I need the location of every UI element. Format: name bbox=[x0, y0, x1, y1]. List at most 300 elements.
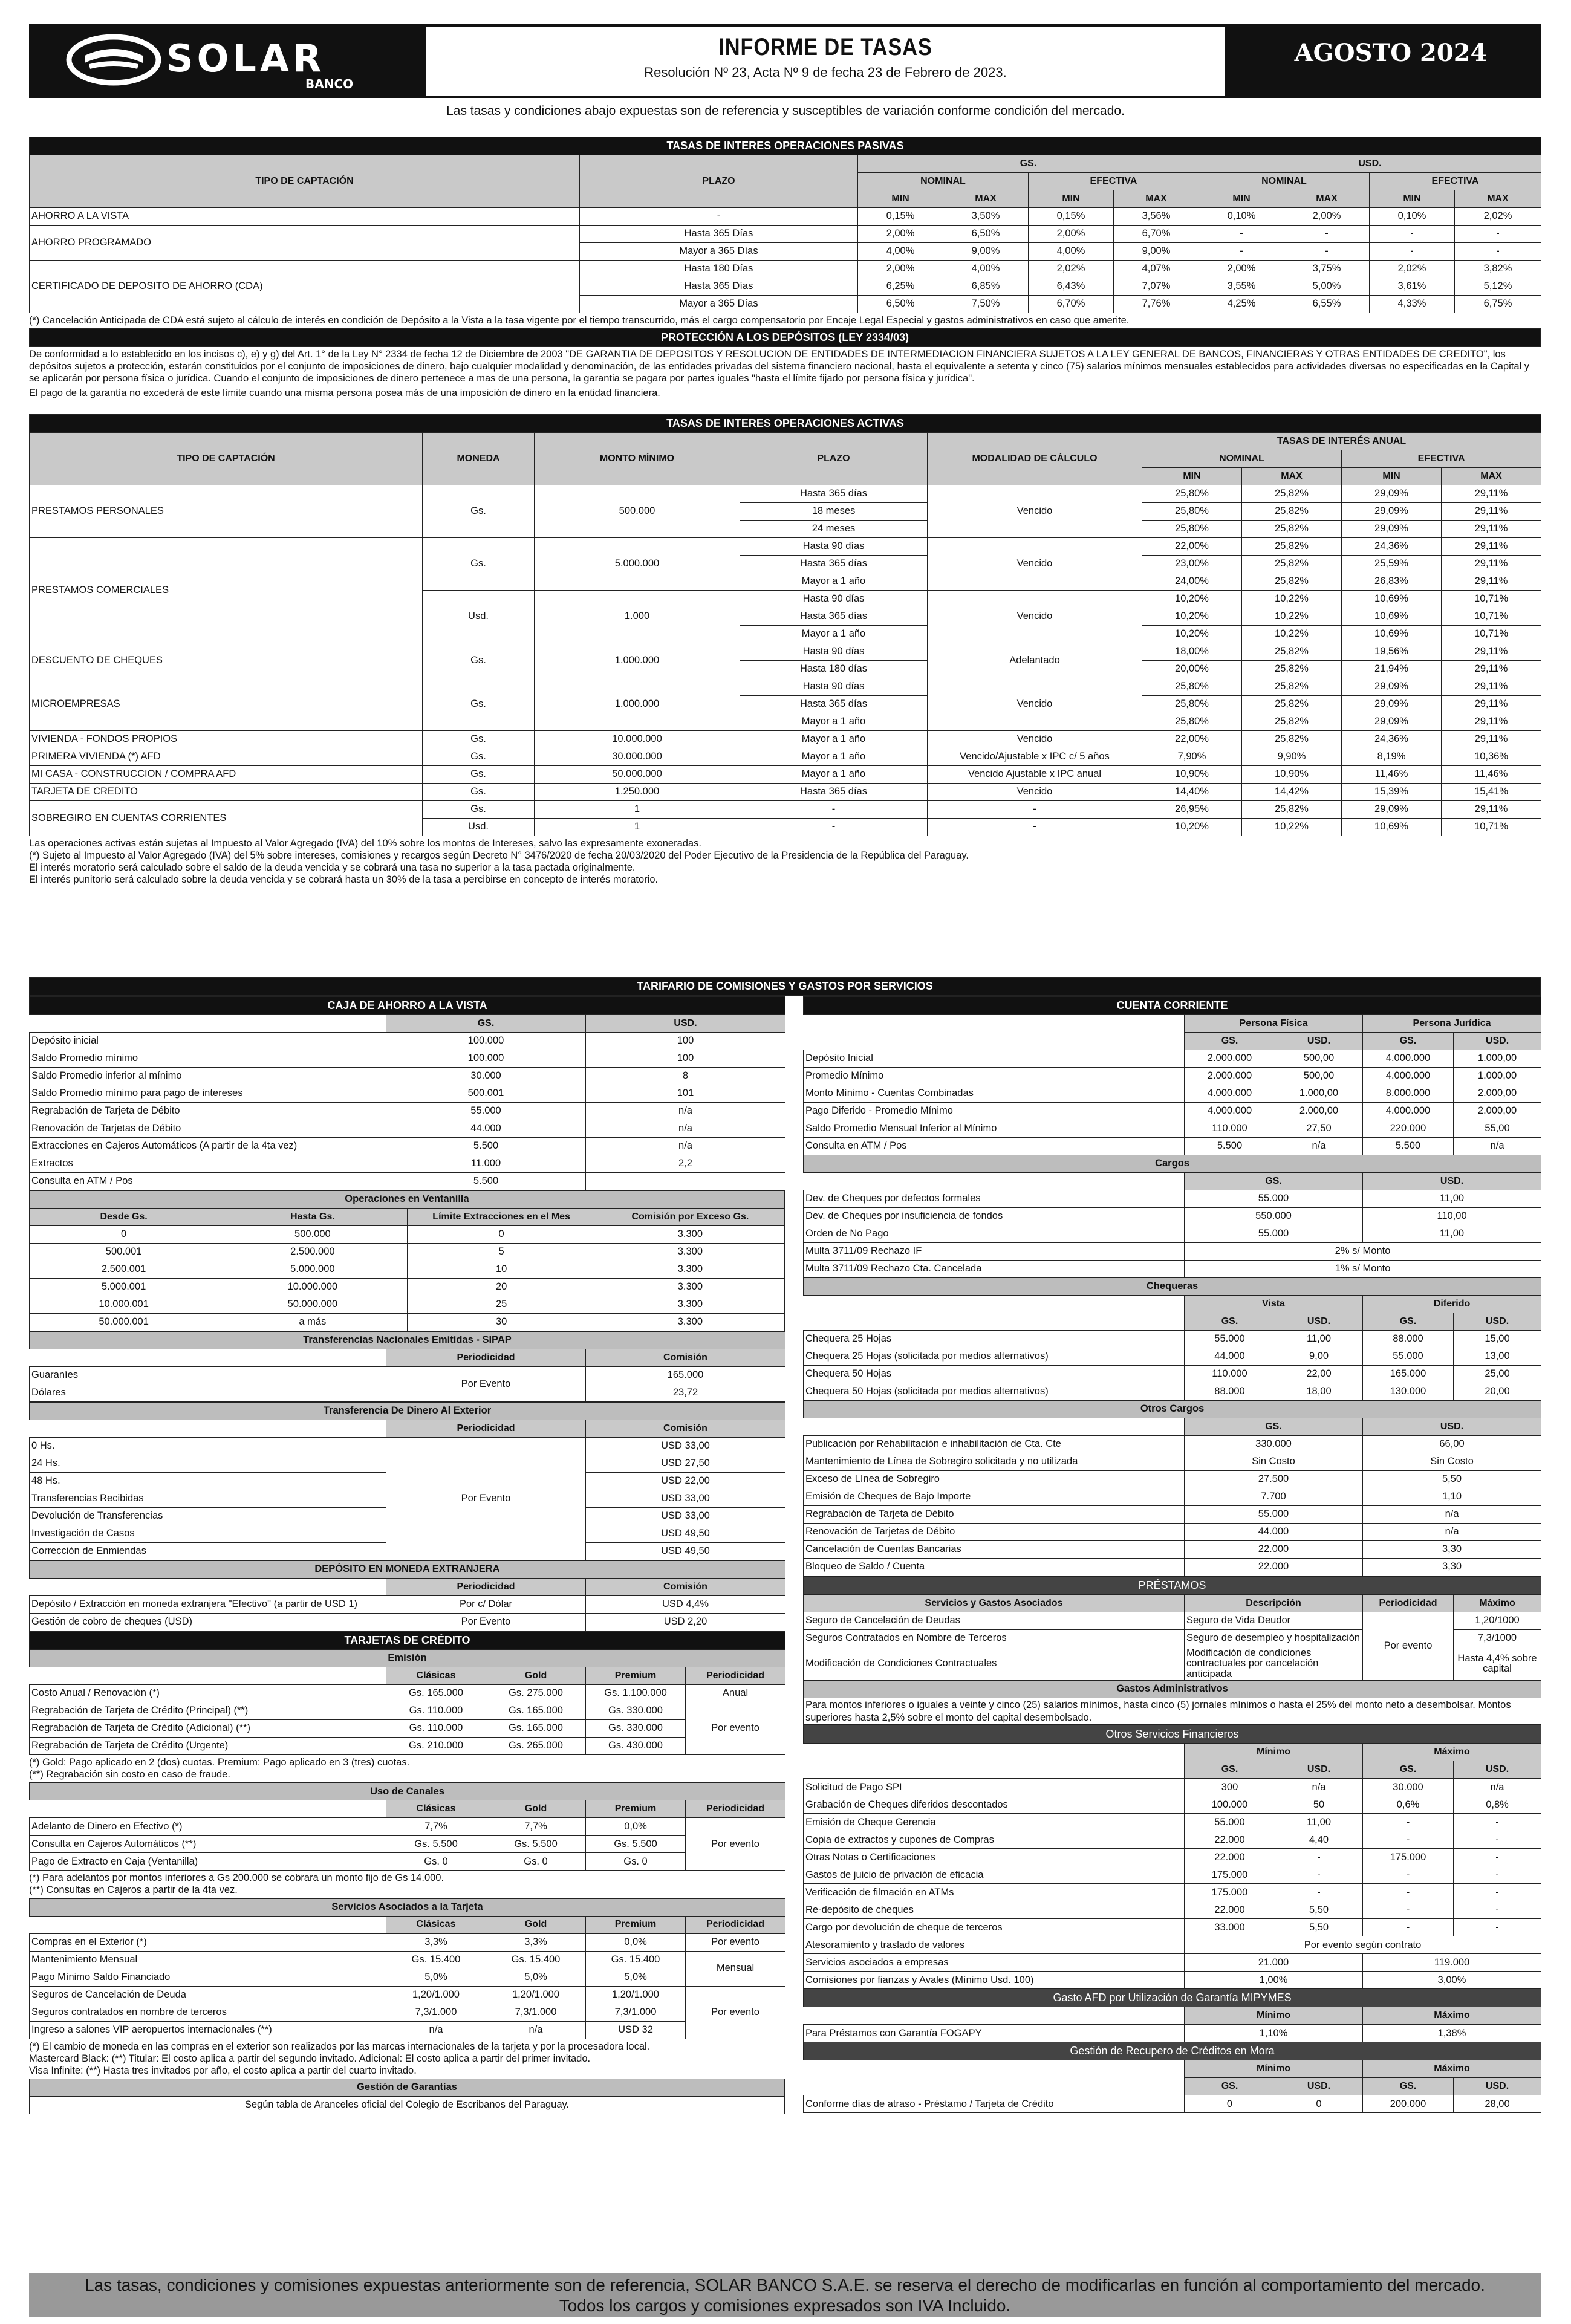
table-cell: 10,20% bbox=[1142, 608, 1242, 626]
table-row-label: Seguros contratados en nombre de terceros bbox=[30, 2004, 386, 2021]
table-cell: Por evento bbox=[686, 1986, 786, 2039]
column-header: Comisión por Exceso Gs. bbox=[596, 1209, 784, 1226]
table-row-label: Pago Diferido - Promedio Mínimo bbox=[804, 1103, 1185, 1120]
table-cell: 7,90% bbox=[1142, 748, 1242, 766]
table-cell: Gs. 110.000 bbox=[386, 1720, 486, 1738]
table-row bbox=[30, 226, 1541, 243]
table-cell: n/a bbox=[1363, 1506, 1541, 1524]
deposit-protection-limit: El pago de la garantía no excederá de este límite cuando una misma persona posea más de una imposición de dinero en la entidad financiera. bbox=[29, 387, 660, 398]
table-cell: - bbox=[1454, 1866, 1541, 1884]
table-cell: 175.000 bbox=[1185, 1866, 1275, 1884]
table-cell: - bbox=[928, 801, 1142, 819]
table-cell: Modificación de condiciones contractuales por cancelación anticipada bbox=[1185, 1647, 1363, 1681]
passive-rates-title: TASAS DE INTERES OPERACIONES PASIVAS bbox=[30, 137, 1541, 155]
table-cell: 7,3/1.000 bbox=[586, 2004, 686, 2021]
note-line: (*) Sujeto al Impuesto al Valor Agregado (IVA) del 5% sobre intereses, comisiones y recargos según Decreto N° 3476/2020 de fecha 20/03/2020 del Poder Ejecutivo de la Presidencia de la República del Paraguay. bbox=[29, 850, 969, 862]
table-cell: Hasta 365 Días bbox=[580, 278, 858, 296]
guarantees-text: Según tabla de Aranceles oficial del Colegio de Escribanos del Paraguay. bbox=[30, 2096, 785, 2114]
table-cell: 330.000 bbox=[1185, 1436, 1363, 1453]
col-gs: GS. bbox=[1185, 1313, 1275, 1331]
table-cell: 500,00 bbox=[1275, 1068, 1363, 1085]
table-row bbox=[804, 1849, 1541, 1866]
col-tipo: TIPO DE CAPTACIÓN bbox=[30, 433, 423, 485]
col-max: MAX bbox=[1442, 468, 1541, 485]
other-financial-services-rows bbox=[804, 1779, 1541, 1936]
report-title: INFORME DE TASAS bbox=[718, 34, 932, 60]
table-cell: 2,2 bbox=[586, 1155, 786, 1173]
table-cell: 3,82% bbox=[1455, 261, 1541, 278]
table-row-label: Re-depósito de cheques bbox=[804, 1901, 1185, 1919]
table-row bbox=[804, 1471, 1541, 1488]
table-row-label: Gestión de cobro de cheques (USD) bbox=[30, 1614, 386, 1631]
table-cell: 26,83% bbox=[1342, 573, 1442, 591]
spacer bbox=[30, 1667, 386, 1685]
table-cell: USD 32 bbox=[586, 2021, 686, 2039]
table-cell: Gs. 165.000 bbox=[386, 1685, 486, 1702]
table-cell: 5.500 bbox=[386, 1173, 586, 1190]
table-cell: 5,12% bbox=[1455, 278, 1541, 296]
col-persona-fisica: Persona Física bbox=[1185, 1015, 1363, 1033]
table-cell: 10,90% bbox=[1142, 766, 1242, 784]
table-cell: 2.500.001 bbox=[30, 1261, 218, 1279]
passive-rates-table bbox=[29, 137, 1541, 313]
table-cell: Mayor a 1 año bbox=[740, 766, 928, 784]
table-row bbox=[30, 748, 1541, 766]
table-cell: 29,11% bbox=[1442, 503, 1541, 521]
table-row bbox=[804, 1488, 1541, 1506]
table-cell: 3,3% bbox=[386, 1933, 486, 1951]
table-cell: 25,82% bbox=[1242, 801, 1342, 819]
table-cell: 200.000 bbox=[1363, 2095, 1454, 2113]
table-cell: 165.000 bbox=[1363, 1366, 1454, 1383]
table-row-label: Ingreso a salones VIP aeropuertos internacionales (**) bbox=[30, 2021, 386, 2039]
table-cell: 10,22% bbox=[1242, 819, 1342, 836]
table-cell: Seguro de desempleo y hospitalización bbox=[1185, 1630, 1363, 1647]
table-cell: 1.000,00 bbox=[1454, 1050, 1541, 1068]
table-cell: 1.000,00 bbox=[1275, 1085, 1363, 1103]
table-cell: 7,7% bbox=[486, 1818, 586, 1836]
table-cell: 1.250.000 bbox=[535, 784, 740, 801]
table-cell: 29,11% bbox=[1442, 538, 1541, 556]
table-row bbox=[30, 1685, 786, 1702]
table-cell: USD 2,20 bbox=[586, 1614, 786, 1631]
table-row-label: Seguros Contratados en Nombre de Terceros bbox=[804, 1630, 1185, 1647]
sipap-periodicity: Por Evento bbox=[386, 1367, 586, 1402]
col-gs: GS. bbox=[1185, 2078, 1275, 2095]
active-rates-rows bbox=[30, 485, 1541, 836]
table-cell: Hasta 365 días bbox=[740, 696, 928, 713]
col-max: MAX bbox=[1114, 190, 1199, 208]
table-row bbox=[804, 1901, 1541, 1919]
arrears-recovery-title: Gestión de Recupero de Créditos en Mora bbox=[804, 2042, 1541, 2060]
guarantees-table bbox=[29, 2079, 785, 2114]
table-cell: 1.000.000 bbox=[535, 643, 740, 678]
table-row bbox=[30, 1068, 786, 1085]
sipap-row-label: Guaraníes bbox=[30, 1367, 386, 1384]
table-row-label: Regrabación de Tarjeta de Crédito (Adicional) (**) bbox=[30, 1720, 386, 1738]
table-cell: Gs. bbox=[423, 766, 535, 784]
table-cell: 29,09% bbox=[1342, 801, 1442, 819]
table-cell: 10,69% bbox=[1342, 591, 1442, 608]
table-cell: 11.000 bbox=[386, 1155, 586, 1173]
table-cell: 100.000 bbox=[386, 1050, 586, 1068]
table-cell: Por evento bbox=[686, 1702, 786, 1755]
card-channels-table bbox=[29, 1782, 786, 1871]
col-vista: Vista bbox=[1185, 1296, 1363, 1313]
table-cell: 100 bbox=[586, 1050, 786, 1068]
note-line: (*) El cambio de moneda en las compras en el exterior son realizados por las marcas internacionales de la tarjeta y por la procesadora local. bbox=[29, 2040, 650, 2052]
savings-account-table bbox=[29, 996, 786, 1190]
table-cell: 119.000 bbox=[1363, 1954, 1541, 1972]
col-usd: USD. bbox=[1275, 1313, 1363, 1331]
note-line: (**) Regrabación sin costo en caso de fraude. bbox=[29, 1769, 230, 1780]
table-cell: 10,22% bbox=[1242, 626, 1342, 643]
other-charges-rows bbox=[804, 1436, 1541, 1576]
table-cell: - bbox=[1370, 226, 1455, 243]
table-row-label: Dev. de Cheques por defectos formales bbox=[804, 1190, 1185, 1208]
table-cell: Gs. 275.000 bbox=[486, 1685, 586, 1702]
table-cell: 7.700 bbox=[1185, 1488, 1363, 1506]
table-cell: Mayor a 1 año bbox=[740, 573, 928, 591]
col-maximo: Máximo bbox=[1363, 2060, 1541, 2078]
table-cell: 0,8% bbox=[1454, 1796, 1541, 1814]
table-row bbox=[30, 1986, 786, 2004]
table-row-label: Cancelación de Cuentas Bancarias bbox=[804, 1541, 1185, 1559]
table-cell: 30 bbox=[407, 1314, 596, 1331]
col-plazo: PLAZO bbox=[740, 433, 928, 485]
table-cell: 18,00% bbox=[1142, 643, 1242, 661]
sipap-table bbox=[29, 1331, 786, 1402]
table-cell: 5,0% bbox=[486, 1969, 586, 1986]
card-services-notes bbox=[29, 2039, 785, 2079]
table-row-label: Regrabación de Tarjeta de Débito bbox=[804, 1506, 1185, 1524]
table-row-label: SOBREGIRO EN CUENTAS CORRIENTES bbox=[30, 801, 423, 836]
table-cell: 10,69% bbox=[1342, 819, 1442, 836]
table-cell: 10,22% bbox=[1242, 591, 1342, 608]
table-cell: 3,75% bbox=[1284, 261, 1370, 278]
col-usd: USD. bbox=[1454, 1761, 1541, 1779]
card-issuance-title: Emisión bbox=[30, 1650, 786, 1667]
table-row-label: Regrabación de Tarjeta de Crédito (Urgente) bbox=[30, 1738, 386, 1755]
table-cell: 33.000 bbox=[1185, 1919, 1275, 1936]
table-cell: 10,69% bbox=[1342, 626, 1442, 643]
card-channels-notes bbox=[29, 1871, 785, 1898]
table-cell: Gs. 15.400 bbox=[586, 1951, 686, 1969]
table-row-label: 0 Hs. bbox=[30, 1438, 386, 1455]
table-cell: Hasta 365 días bbox=[740, 784, 928, 801]
table-cell: 7,50% bbox=[943, 296, 1029, 313]
table-row bbox=[804, 1261, 1541, 1278]
table-row-label: Renovación de Tarjetas de Débito bbox=[804, 1524, 1185, 1541]
table-cell: - bbox=[1454, 1884, 1541, 1901]
table-row bbox=[804, 1243, 1541, 1261]
svg-text:BANCO: BANCO bbox=[305, 77, 354, 91]
table-cell: 29,09% bbox=[1342, 713, 1442, 731]
foreign-transfer-title: Transferencia De Dinero Al Exterior bbox=[30, 1403, 786, 1420]
table-cell: 0,15% bbox=[1029, 208, 1114, 226]
table-cell: - bbox=[1275, 1884, 1363, 1901]
passive-rates-section bbox=[29, 137, 1541, 401]
table-cell: - bbox=[740, 819, 928, 836]
table-cell: 0,15% bbox=[858, 208, 943, 226]
active-rates-table bbox=[29, 414, 1541, 836]
table-cell: a más bbox=[218, 1314, 407, 1331]
table-cell: 25,82% bbox=[1242, 503, 1342, 521]
table-row bbox=[804, 1068, 1541, 1085]
table-cell: 10,71% bbox=[1442, 591, 1541, 608]
table-row-label: Saldo Promedio mínimo bbox=[30, 1050, 386, 1068]
table-cell: Por evento bbox=[1363, 1612, 1454, 1681]
table-cell: 110,00 bbox=[1363, 1208, 1541, 1225]
table-cell: 5,50 bbox=[1275, 1901, 1363, 1919]
col-gs: GS. bbox=[386, 1015, 586, 1033]
table-cell: 3,30 bbox=[1363, 1541, 1541, 1559]
table-cell: 3,50% bbox=[943, 208, 1029, 226]
col-moneda: MONEDA bbox=[423, 433, 535, 485]
table-cell: Gs. 330.000 bbox=[586, 1720, 686, 1738]
col-usd: USD. bbox=[1275, 1033, 1363, 1050]
table-cell: 1,38% bbox=[1363, 2025, 1541, 2042]
table-row-label: AHORRO PROGRAMADO bbox=[30, 226, 580, 261]
table-row-label: CERTIFICADO DE DEPOSITO DE AHORRO (CDA) bbox=[30, 261, 580, 313]
table-cell: 30.000.000 bbox=[535, 748, 740, 766]
table-cell: 1,20/1000 bbox=[1454, 1612, 1541, 1630]
col-efectiva: EFECTIVA bbox=[1370, 173, 1541, 190]
table-row bbox=[30, 1314, 785, 1331]
table-cell: Gs. 0 bbox=[586, 1853, 686, 1871]
table-cell: n/a bbox=[1363, 1524, 1541, 1541]
table-cell: 28,00 bbox=[1454, 2095, 1541, 2113]
report-title-box bbox=[426, 27, 1225, 96]
sipap-title: Transferencias Nacionales Emitidas - SIPAP bbox=[30, 1332, 786, 1349]
table-cell: Gs. bbox=[423, 678, 535, 731]
table-cell: 0,6% bbox=[1363, 1796, 1454, 1814]
table-cell: USD 49,50 bbox=[586, 1543, 786, 1560]
col-usd: USD. bbox=[1454, 1033, 1541, 1050]
table-cell: 0 bbox=[407, 1226, 596, 1244]
col-gs: GS. bbox=[1363, 1033, 1454, 1050]
table-row-label: Saldo Promedio inferior al mínimo bbox=[30, 1068, 386, 1085]
table-cell: 22,00 bbox=[1275, 1366, 1363, 1383]
table-cell: Gs. 15.400 bbox=[486, 1951, 586, 1969]
column-header: Servicios y Gastos Asociados bbox=[804, 1595, 1185, 1612]
col-gs: GS. bbox=[1185, 1761, 1275, 1779]
col-minimo: Mínimo bbox=[1185, 1744, 1363, 1761]
table-cell: 5.500 bbox=[1185, 1138, 1275, 1155]
foreign-currency-deposit-title: DEPÓSITO EN MONEDA EXTRANJERA bbox=[30, 1561, 786, 1579]
table-row bbox=[30, 1173, 786, 1190]
col-persona-juridica: Persona Jurídica bbox=[1363, 1015, 1541, 1033]
table-cell: 11,00 bbox=[1275, 1331, 1363, 1348]
column-header: Premium bbox=[586, 1667, 686, 1685]
table-row-label: Otras Notas o Certificaciones bbox=[804, 1849, 1185, 1866]
other-charges-title: Otros Cargos bbox=[804, 1401, 1541, 1418]
card-issuance-rows bbox=[30, 1685, 786, 1755]
footer-line-2: Todos los cargos y comisiones expresados son IVA Incluido. bbox=[559, 2296, 1011, 2315]
col-min: MIN bbox=[1199, 190, 1284, 208]
table-row-label: Compras en el Exterior (*) bbox=[30, 1933, 386, 1951]
table-cell: 25,59% bbox=[1342, 556, 1442, 573]
table-cell: Gs. 110.000 bbox=[386, 1702, 486, 1720]
table-cell: 25,80% bbox=[1142, 503, 1242, 521]
reference-disclaimer: Las tasas y condiciones abajo expuestas son de referencia y susceptibles de variación conforme condición del mercado. bbox=[446, 104, 1125, 118]
col-usd: USD. bbox=[1275, 1761, 1363, 1779]
table-row-label: Pago Mínimo Saldo Financiado bbox=[30, 1969, 386, 1986]
table-cell: n/a bbox=[1454, 1138, 1541, 1155]
table-cell: Hasta 90 días bbox=[740, 591, 928, 608]
table-cell: 11,00 bbox=[1363, 1190, 1541, 1208]
table-cell: 44.000 bbox=[386, 1120, 586, 1138]
col-min: MIN bbox=[1029, 190, 1114, 208]
table-cell: 2,02% bbox=[1370, 261, 1455, 278]
table-row-label: Emisión de Cheques de Bajo Importe bbox=[804, 1488, 1185, 1506]
col-gs: GS. bbox=[1363, 2078, 1454, 2095]
table-cell: 110.000 bbox=[1185, 1366, 1275, 1383]
table-cell: 4.000.000 bbox=[1185, 1085, 1275, 1103]
col-gs: GS. bbox=[1185, 1033, 1275, 1050]
table-cell: - bbox=[1363, 1884, 1454, 1901]
column-header: Gold bbox=[486, 1800, 586, 1818]
table-cell: 9,00% bbox=[1114, 243, 1199, 261]
table-cell: 10,22% bbox=[1242, 608, 1342, 626]
admin-expenses-text: Para montos inferiores o iguales a veinte y cinco (25) salarios mínimos, hasta cinco (5) jornales mínimos o hasta el 25% del monto neto a desembolsar. Montos superiores hasta 2,5% sobre el monto del capital desembolsado. bbox=[804, 1698, 1541, 1724]
table-cell: 4,33% bbox=[1370, 296, 1455, 313]
teller-operations-table bbox=[29, 1190, 785, 1331]
sipap-fee: 23,72 bbox=[586, 1384, 786, 1402]
table-cell: 4,00% bbox=[858, 243, 943, 261]
table-cell: 1,10 bbox=[1363, 1488, 1541, 1506]
table-cell: 1.000.000 bbox=[535, 678, 740, 731]
checkbooks-rows bbox=[804, 1331, 1541, 1401]
table-cell: 4.000.000 bbox=[1363, 1103, 1454, 1120]
table-cell: 29,11% bbox=[1442, 573, 1541, 591]
savings-account-title: CAJA DE AHORRO A LA VISTA bbox=[30, 997, 786, 1015]
table-cell: 10 bbox=[407, 1261, 596, 1279]
table-cell: - bbox=[1363, 1919, 1454, 1936]
col-plazo: PLAZO bbox=[580, 155, 858, 208]
table-row-label: 48 Hs. bbox=[30, 1473, 386, 1490]
table-cell: 2,00% bbox=[858, 226, 943, 243]
table-row-label: Gastos de juicio de privación de eficacia bbox=[804, 1866, 1185, 1884]
column-header: Gold bbox=[486, 1916, 586, 1933]
table-cell: 25,80% bbox=[1142, 678, 1242, 696]
table-cell: 25,00 bbox=[1454, 1366, 1541, 1383]
table-row-label: Consulta en ATM / Pos bbox=[804, 1138, 1185, 1155]
checking-account-table bbox=[803, 996, 1541, 1576]
table-cell: Gs. 165.000 bbox=[486, 1720, 586, 1738]
table-cell: Mayor a 1 año bbox=[740, 626, 928, 643]
table-cell: n/a bbox=[586, 1138, 786, 1155]
table-cell: - bbox=[1363, 1831, 1454, 1849]
table-cell: Anual bbox=[686, 1685, 786, 1702]
column-header: Clásicas bbox=[386, 1800, 486, 1818]
table-row-label: 24 Hs. bbox=[30, 1455, 386, 1473]
table-cell: 29,11% bbox=[1442, 643, 1541, 661]
table-cell: 8,19% bbox=[1342, 748, 1442, 766]
table-row bbox=[804, 1120, 1541, 1138]
table-cell: - bbox=[1199, 226, 1284, 243]
table-cell: Hasta 365 Días bbox=[580, 226, 858, 243]
table-cell: 10,69% bbox=[1342, 608, 1442, 626]
table-cell: 22.000 bbox=[1185, 1831, 1275, 1849]
spacer bbox=[30, 1916, 386, 1933]
table-row bbox=[30, 1738, 786, 1755]
col-gs: GS. bbox=[1363, 1313, 1454, 1331]
table-cell: 25,82% bbox=[1242, 678, 1342, 696]
table-cell: 29,11% bbox=[1442, 713, 1541, 731]
table-cell: 500.001 bbox=[30, 1244, 218, 1261]
table-cell: Mayor a 365 Días bbox=[580, 243, 858, 261]
table-cell: 500.000 bbox=[218, 1226, 407, 1244]
table-cell: 25,82% bbox=[1242, 696, 1342, 713]
table-cell: 100.000 bbox=[1185, 1796, 1275, 1814]
foreign-transfer-rows bbox=[30, 1438, 786, 1560]
table-cell: 6,50% bbox=[858, 296, 943, 313]
table-cell: 10,36% bbox=[1442, 748, 1541, 766]
table-cell: n/a bbox=[1275, 1138, 1363, 1155]
table-row bbox=[804, 1541, 1541, 1559]
table-cell: 10.000.000 bbox=[218, 1279, 407, 1296]
table-cell: 100 bbox=[586, 1033, 786, 1050]
table-cell: Mayor a 1 año bbox=[740, 713, 928, 731]
table-cell: 0,10% bbox=[1370, 208, 1455, 226]
table-row bbox=[30, 538, 1541, 556]
table-row bbox=[30, 1120, 786, 1138]
table-cell: 300 bbox=[1185, 1779, 1275, 1796]
table-cell: USD 4,4% bbox=[586, 1596, 786, 1614]
table-cell: USD 33,00 bbox=[586, 1490, 786, 1508]
table-row bbox=[30, 1853, 786, 1871]
table-cell: Vencido bbox=[928, 731, 1142, 748]
table-row bbox=[30, 1720, 786, 1738]
table-cell: 1.000,00 bbox=[1454, 1068, 1541, 1085]
column-header: Premium bbox=[586, 1916, 686, 1933]
table-cell: 21,94% bbox=[1342, 661, 1442, 678]
table-row bbox=[30, 1261, 785, 1279]
table-cell: Gs. 0 bbox=[386, 1853, 486, 1871]
table-row-label: Chequera 50 Hojas (solicitada por medios alternativos) bbox=[804, 1383, 1185, 1401]
table-cell: - bbox=[1199, 243, 1284, 261]
col-max: MAX bbox=[1242, 468, 1342, 485]
table-row-label: Depósito inicial bbox=[30, 1033, 386, 1050]
table-row-label: Extracciones en Cajeros Automáticos (A partir de la 4ta vez) bbox=[30, 1138, 386, 1155]
table-cell: 4,07% bbox=[1114, 261, 1199, 278]
table-cell: 27,50 bbox=[1275, 1120, 1363, 1138]
card-channels-rows bbox=[30, 1818, 786, 1871]
table-cell: n/a bbox=[486, 2021, 586, 2039]
deposit-protection-text: De conformidad a lo establecido en los incisos c), e) y g) del Art. 1° de la Ley N° 2334 de fecha 12 de Diciembre de 2003 "DE GARANTIA DE DEPOSITOS Y RESOLUCION DE ENTIDADES DE INTERMEDIACION FINANCIERA SUJETOS A LA LEY GENERAL DE BANCOS, FINANCIERAS Y OTRAS ENTIDADES DE CREDITO", los depósitos sujetos a protección, estarán constituidos por el conjunto de imposiciones de dinero, bajo cualquier modalidad y denominación, de las entidades privadas del sistema financiero nacional, hasta el equivalente a setenta y cinco (75) salarios mínimos mensuales establecidos para actividades diversas no especificadas en la Capital y se aplicarán por persona física o jurídica. Cuando el conjunto de imposiciones de dinero pertenece a mas de una persona, la garantia se pagara por partes iguales "hasta el límite fijado por persona física y jurídica". bbox=[29, 349, 1530, 385]
table-cell: Mayor a 1 año bbox=[740, 731, 928, 748]
savings-column bbox=[29, 996, 785, 2114]
col-comision: Comisión bbox=[586, 1579, 786, 1596]
col-periodicidad: Periodicidad bbox=[386, 1579, 586, 1596]
table-cell: 6,70% bbox=[1114, 226, 1199, 243]
table-cell: Por Evento bbox=[386, 1438, 586, 1560]
note-line: Visa Infinite: (**) Hasta tres invitados por año, el costo aplica a partir del cuarto invitado. bbox=[29, 2065, 417, 2076]
table-cell: Gs. bbox=[423, 784, 535, 801]
table-cell: 9,90% bbox=[1242, 748, 1342, 766]
table-row bbox=[30, 485, 1541, 503]
table-row bbox=[30, 1702, 786, 1720]
table-cell: - bbox=[1284, 226, 1370, 243]
checkbooks-title: Chequeras bbox=[804, 1278, 1541, 1296]
table-cell: - bbox=[1454, 1831, 1541, 1849]
table-cell: 19,56% bbox=[1342, 643, 1442, 661]
table-cell: 10,20% bbox=[1142, 591, 1242, 608]
table-cell: 18 meses bbox=[740, 503, 928, 521]
table-row-label: Servicios asociados a empresas bbox=[804, 1954, 1185, 1972]
table-cell: 2.000,00 bbox=[1275, 1103, 1363, 1120]
